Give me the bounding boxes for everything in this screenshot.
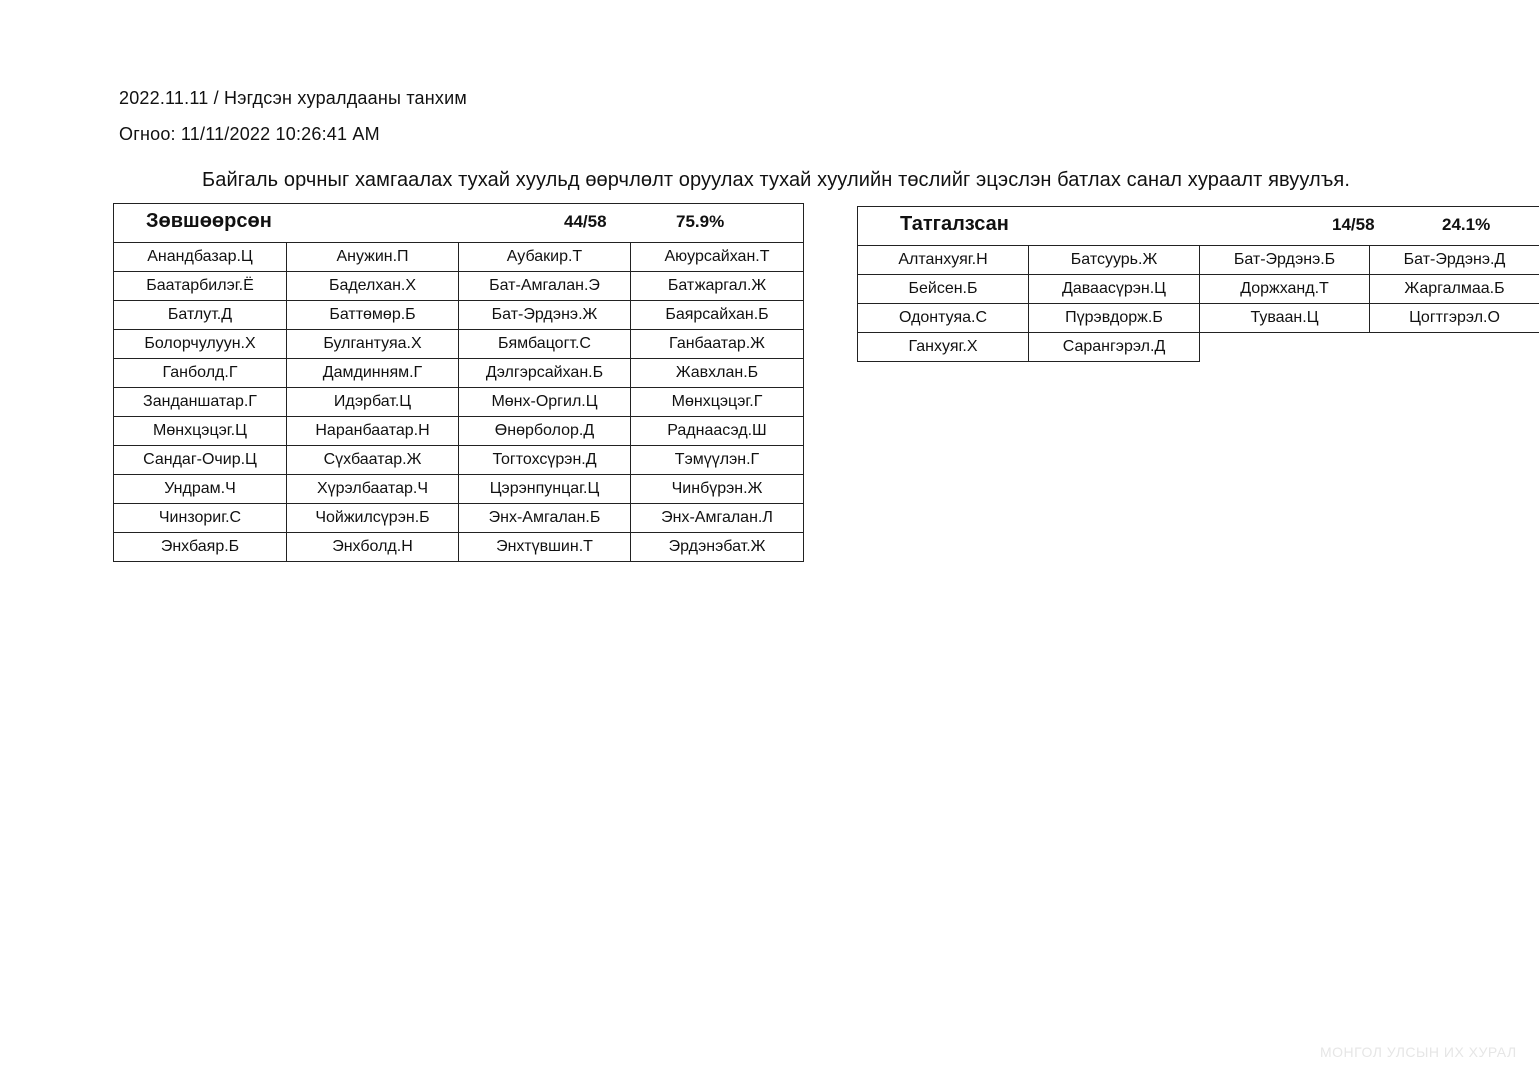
member-name: Тогтохсүрэн.Д [459,446,631,475]
member-name: Бейсен.Б [858,275,1029,304]
member-name: Өнөрболор.Д [459,417,631,446]
member-name: Бат-Амгалан.Э [459,272,631,301]
table-row [114,330,804,359]
reject-header [858,207,1539,246]
member-name: Туваан.Ц [1200,304,1370,333]
member-name: Жаргалмаа.Б [1370,275,1539,304]
vote-date: Огноо: 11/11/2022 10:26:41 AM [119,124,380,144]
table-row [858,246,1539,275]
approve-header-cell [114,204,804,243]
approve-label: Зөвшөөрсөн [146,210,272,232]
member-name: Мөнхцэцэг.Ц [114,417,287,446]
reject-count: 14/58 [1332,215,1375,234]
member-name: Энхбаяр.Б [114,533,287,562]
member-name: Цэрэнпунцаг.Ц [459,475,631,504]
member-name: Доржханд.Т [1200,275,1370,304]
table-row [114,388,804,417]
member-name: Жавхлан.Б [631,359,804,388]
member-name: Сандаг-Очир.Ц [114,446,287,475]
member-name: Анандбазар.Ц [114,243,287,272]
member-name: Бат-Эрдэнэ.Д [1370,246,1539,275]
reject-table [857,206,1539,362]
table-row [114,446,804,475]
member-name: Идэрбат.Ц [287,388,459,417]
member-name: Баттөмөр.Б [287,301,459,330]
table-row [858,275,1539,304]
member-name: Цогтгэрэл.О [1370,304,1539,333]
member-name: Тэмүүлэн.Г [631,446,804,475]
member-name: Батлут.Д [114,301,287,330]
table-row [114,533,804,562]
member-name: Дэлгэрсайхан.Б [459,359,631,388]
table-row [858,304,1539,333]
table-row [114,243,804,272]
member-name: Баатарбилэг.Ё [114,272,287,301]
member-name: Аюурсайхан.Т [631,243,804,272]
member-name: Мөнхцэцэг.Г [631,388,804,417]
member-name: Хүрэлбаатар.Ч [287,475,459,504]
member-name: Энхтүвшин.Т [459,533,631,562]
table-row [114,272,804,301]
footer-stamp: МОНГОЛ УЛСЫН ИХ ХУРАЛ [1320,1044,1517,1060]
member-name: Сүхбаатар.Ж [287,446,459,475]
member-name: Батжаргал.Ж [631,272,804,301]
member-name: Анужин.П [287,243,459,272]
member-name: Чойжилсүрэн.Б [287,504,459,533]
member-name: Дамдинням.Г [287,359,459,388]
approve-names [114,243,804,562]
member-name: Даваасүрэн.Ц [1029,275,1200,304]
member-name: Чинзориг.С [114,504,287,533]
member-name: Бямбацогт.С [459,330,631,359]
member-name: Ганхуяг.Х [858,333,1029,362]
reject-percent: 24.1% [1442,215,1491,234]
member-name: Батсуурь.Ж [1029,246,1200,275]
table-row [114,504,804,533]
approve-table [113,203,804,562]
reject-names [858,246,1539,362]
member-name: Мөнх-Оргил.Ц [459,388,631,417]
member-name: Сарангэрэл.Д [1029,333,1200,362]
member-name: Болорчулуун.Х [114,330,287,359]
member-name: Энхболд.Н [287,533,459,562]
member-name: Пүрэвдорж.Б [1029,304,1200,333]
member-name: Булгантуяа.Х [287,330,459,359]
member-name: Энх-Амгалан.Л [631,504,804,533]
member-name: Одонтуяа.С [858,304,1029,333]
empty-cell [1200,333,1370,362]
member-name: Раднаасэд.Ш [631,417,804,446]
table-row [114,417,804,446]
reject-label: Татгалзсан [900,213,1009,235]
approve-count: 44/58 [564,212,607,231]
reject-header-cell [858,207,1539,246]
member-name: Энх-Амгалан.Б [459,504,631,533]
member-name: Чинбүрэн.Ж [631,475,804,504]
table-row [858,333,1539,362]
member-name: Ганболд.Г [114,359,287,388]
approve-header [114,204,804,243]
table-row [114,301,804,330]
member-name: Эрдэнэбат.Ж [631,533,804,562]
member-name: Наранбаатар.Н [287,417,459,446]
approve-percent: 75.9% [676,212,725,231]
motion-text: Байгаль орчныг хамгаалах тухай хуульд өөрчлөлт оруулах тухай хуулийн төслийг эцэслэн батлах санал хураалт явуулъя. [202,169,1351,191]
member-name: Занданшатар.Г [114,388,287,417]
member-name: Баделхан.Х [287,272,459,301]
member-name: Ганбаатар.Ж [631,330,804,359]
table-row [114,359,804,388]
member-name: Алтанхуяг.Н [858,246,1029,275]
member-name: Бат-Эрдэнэ.Б [1200,246,1370,275]
member-name: Ундрам.Ч [114,475,287,504]
member-name: Аубакир.Т [459,243,631,272]
member-name: Баярсайхан.Б [631,301,804,330]
session-title: 2022.11.11 / Нэгдсэн хуралдааны танхим [119,88,467,108]
member-name: Бат-Эрдэнэ.Ж [459,301,631,330]
empty-cell [1370,333,1539,362]
table-row [114,475,804,504]
